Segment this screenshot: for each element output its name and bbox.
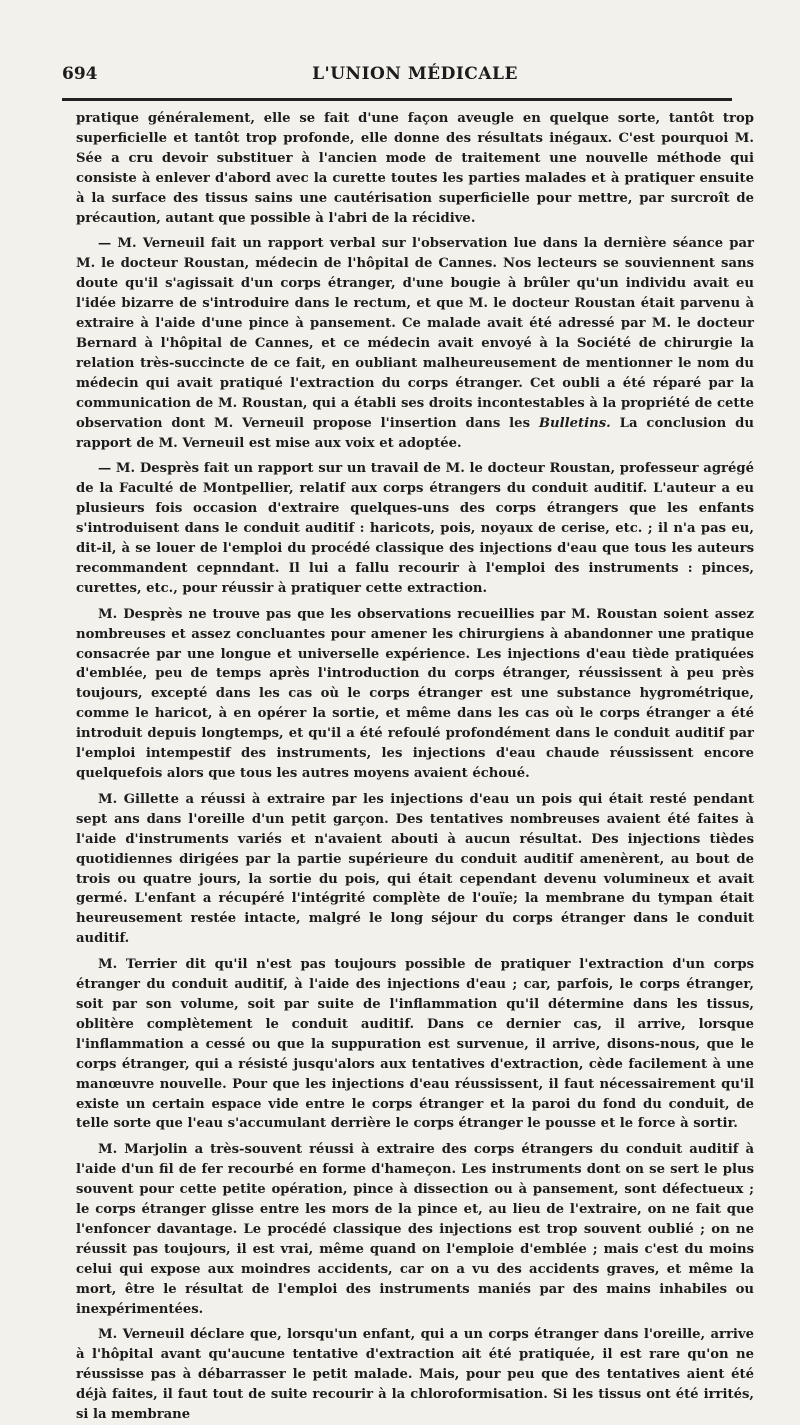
paragraph-continuation: pratique généralement, elle se fait d'une façon aveugle en quelque sorte, tantôt trop superficielle et tantôt trop profonde, elle donne des résultats inégaux. C'est pourquoi M. Sée a cru devoir substituer à l'ancien mode de traitement une nouvelle méthode qui consiste à enlever d'abord avec la curette toutes les parties malades et à pratiquer ensuite à la surface des tissus sains une cautérisation superficielle pour mettre, par surcroît de précaution, autant que possible à l'abri de la récidive.	[76, 111, 754, 226]
paragraph-text-before: — M. Verneuil fait un rapport verbal sur l'observation lue dans la dernière séance par M. le docteur Roustan, médecin de l'hôpital de Cannes. Nos lecteurs se souviennent sans doute qu'il s'agissait d'un corps étranger, d'une bougie à brûler qu'un individu avait eu l'idée bizarre de s'introduire dans le rectum, et que M. le docteur Roustan était parvenu à extraire à l'aide d'une pince à pansement. Ce malade avait été adressé par M. le docteur Bernard à l'hôpital de Cannes, et ce médecin avait envoyé à la Société de chirurgie la relation très-succincte de ce fait, en oubliant malheureusement de mentionner le nom du médecin qui avait pratiqué l'extraction du corps étranger. Cet oubli a été réparé par la communication de M. Roustan, qui a établi ses droits incontestables à la propriété de cette observation dont M. Verneuil propose l'insertion dans les	[76, 236, 754, 431]
paragraph-verneuil-report	[76, 234, 754, 453]
header-rule	[62, 98, 732, 101]
paragraph-terrier: M. Terrier dit qu'il n'est pas toujours possible de pratiquer l'extraction d'un corps étranger du conduit auditif, à l'aide des injections d'eau ; car, parfois, le corps étranger, soit par son volume, soit par suite de l'inflammation qu'il détermine dans les tissus, oblitère complètement le conduit auditif. Dans ce dernier cas, il arrive, lorsque l'inflammation a cessé ou que la suppuration est survenue, il arrive, disons-nous, que le corps étranger, qui a résisté jusqu'alors aux tentatives d'extraction, cède facilement à une manœuvre nouvelle. Pour que les injections d'eau réussissent, il faut nécessairement qu'il existe un certain espace vide entre le corps étranger et la paroi du fond du conduit, de telle sorte que l'eau s'accumulant derrière le corps étranger le pousse et le force à sortir.	[76, 957, 754, 1132]
page-header	[62, 58, 754, 88]
paragraph-marjolin: M. Marjolin a très-souvent réussi à extraire des corps étrangers du conduit auditif à l'aide d'un fil de fer recourbé en forme d'hameçon. Les instruments dont on se sert le plus souvent pour cette petite opération, pince à dissection ou à pansement, sont défectueux ; le corps étranger glisse entre les mors de la pince et, au lieu de l'extraire, on ne fait que l'enfoncer davantage. Le procédé classique des injections est trop souvent oublié ; on ne réussit pas toujours, il est vrai, même quand on l'emploie d'emblée ; mais c'est du moins celui qui expose aux moindres accidents, car on a vu des accidents graves, et même la mort, être le résultat de l'emploi des instruments maniés par des mains inhabiles ou inexpérimentées.	[76, 1142, 754, 1317]
page-number: 694	[62, 64, 98, 84]
running-title: L'UNION MÉDICALE	[312, 64, 518, 84]
paragraph-text-after: La conclusion du rapport de M. Verneuil est mise aux voix et adoptée.	[76, 415, 754, 451]
paragraph-despres-report: — M. Desprès fait un rapport sur un travail de M. le docteur Roustan, professeur agrégé de la Faculté de Montpellier, relatif aux corps étrangers du conduit auditif. L'auteur a eu plusieurs fois occasion d'extraire quelques-uns des corps étrangers que les enfants s'introduisent dans le conduit auditif : haricots, pois, noyaux de cerise, etc. ; il n'a pas eu, dit-il, à se louer de l'emploi du procédé classique des injections d'eau que tous les auteurs recommandent cepnndant. Il lui a fallu recourir à l'emploi des instruments : pinces, curettes, etc., pour réussir à pratiquer cette extraction.	[76, 461, 754, 596]
paragraph-verneuil-declaration: M. Verneuil déclare que, lorsqu'un enfant, qui a un corps étranger dans l'oreille, arrive à l'hôpital avant qu'aucune tentative d'extraction ait été pratiquée, il est rare qu'on ne réussisse pas à débarrasser le petit malade. Mais, pour peu que des tentatives aient été déjà faites, il faut tout de suite recourir à la chloroformisation. Si les tissus ont été irrités, si la membrane	[76, 1327, 754, 1423]
bulletins-italic: Bulletins.	[538, 415, 611, 431]
paragraph-gillette: M. Gillette a réussi à extraire par les injections d'eau un pois qui était resté pendant sept ans dans l'oreille d'un petit garçon. Des tentatives nombreuses avaient été faites à l'aide d'instruments variés et n'avaient abouti à aucun résultat. Des injections tièdes quotidiennes dirigées par la partie supérieure du conduit auditif amenèrent, au bout de trois ou quatre jours, la sortie du pois, qui était cependant devenu volumineux et avait germé. L'enfant a récupéré l'intégrité complète de l'ouïe; la membrane du tympan était heureusement restée intacte, malgré le long séjour du corps étranger dans le conduit auditif.	[76, 791, 754, 947]
body-text	[76, 109, 754, 1425]
paragraph-despres-opinion: M. Desprès ne trouve pas que les observations recueillies par M. Roustan soient assez nombreuses et assez concluantes pour amener les chirurgiens à abandonner une pratique consacrée par une longue et universelle expérience. Les injections d'eau tiède pratiquées d'emblée, peu de temps après l'introduction du corps étranger, réussissent à peu près toujours, excepté dans les cas où le corps étranger est une substance hygrométrique, comme le haricot, à en opérer la sortie, et même dans les cas où le corps étranger a été introduit depuis longtemps, et qu'il a été refoulé profondément dans le conduit auditif par l'emploi intempestif des instruments, les injections d'eau chaude réussissent encore quelquefois alors que tous les autres moyens avaient échoué.	[76, 606, 754, 781]
